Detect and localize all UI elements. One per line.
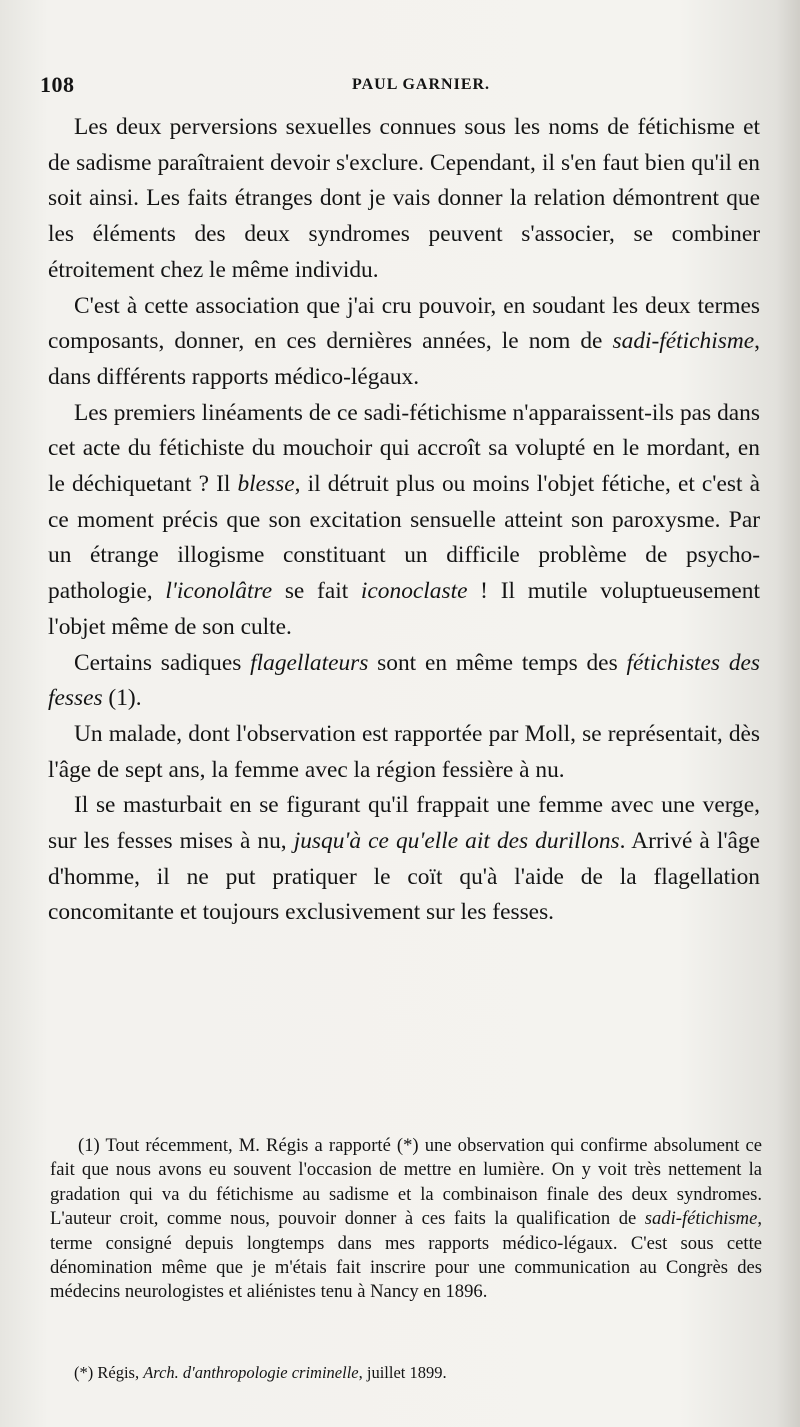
footnote-1: (1) Tout récemment, M. Régis a rapporté (*) une observation qui confirme absolument ce fait que nous avons eu souvent l'occasion de mettre en lumière. On y voit très nettement la gradation qui va du fétichisme au sadisme et la combinaison finale des deux syndromes. L'auteur croit, comme nous, pouvoir donner à ces faits la qualification de sadi-fétichisme, terme consigné depuis longtemps dans mes rapports médico-légaux. C'est sous cette dénomination même que je m'étais fait inscrire pour une communication au Congrès des médecins neurologistes et aliénistes tenu à Nancy en 1896. [50, 1135, 762, 1303]
emphasis-sadi-fetichisme: sadi-fétichisme [612, 328, 755, 355]
paragraph-6: Il se masturbait en se figurant qu'il frappait une femme avec une verge, sur les fesses mises à nu, jusqu'à ce qu'elle ait des durillons. Arrivé à l'âge d'homme, il ne put pratiquer le coït qu'à l'aide de la flagellation concomitante et toujours exclusivement sur les fesses. [48, 792, 761, 926]
footnote-citation: Arch. d'anthropologie criminelle [143, 1363, 359, 1382]
main-text [48, 110, 760, 931]
running-head: PAUL GARNIER. [352, 76, 491, 93]
emphasis-blesse: blesse [237, 471, 295, 498]
footnote-2: (*) Régis, Arch. d'anthropologie criminelle, juillet 1899. [74, 1363, 447, 1382]
emphasis-iconolatre: l'iconolâtre [165, 578, 273, 605]
footnote-emphasis: sadi-fétichisme [644, 1208, 758, 1230]
paragraph-3: Les premiers linéaments de ce sadi-fétichisme n'apparaissent-ils pas dans cet acte du fétichiste du mouchoir qui accroît sa volupté en le mordant, en le déchiquetant ? Il blesse, il détruit plus ou moins l'objet fétiche, et c'est à ce moment précis que son excitation sensuelle atteint son paroxysme. Par un étrange illogisme constituant un difficile problème de psycho-pathologie, l'iconolâtre se fait iconoclaste ! Il mutile voluptueusement l'objet même de son culte. [48, 399, 760, 640]
page-header [40, 72, 760, 102]
paragraph-2: C'est à cette association que j'ai cru pouvoir, en soudant les deux termes composants, donner, en ces dernières années, le nom de sadi-fétichisme, dans différents rapports médico-légaux. [48, 292, 760, 390]
emphasis-iconoclaste: iconoclaste [360, 578, 468, 605]
paragraph-5: Un malade, dont l'observation est rapportée par Moll, se représentait, dès l'âge de sept ans, la femme avec la région fessière à nu. [48, 720, 760, 783]
paragraph-4: Certains sadiques flagellateurs sont en même temps des fétichistes des fesses (1). [48, 649, 761, 712]
page-number: 108 [40, 72, 75, 97]
emphasis-flagellateurs: flagellateurs [250, 649, 369, 676]
emphasis-fetichistes-des-fesses: fétichistes des fesses [48, 649, 761, 712]
emphasis-durillons: jusqu'à ce qu'elle ait des durillons [293, 828, 620, 855]
paragraph-1: Les deux perversions sexuelles connues sous les noms de fétichisme et de sadisme paraîtraient devoir s'exclure. Cependant, il s'en faut bien qu'il en soit ainsi. Les faits étranges dont je vais donner la relation démontrent que les éléments des deux syndromes peuvent s'associer, se combiner étroitement chez le même individu. [48, 114, 760, 283]
